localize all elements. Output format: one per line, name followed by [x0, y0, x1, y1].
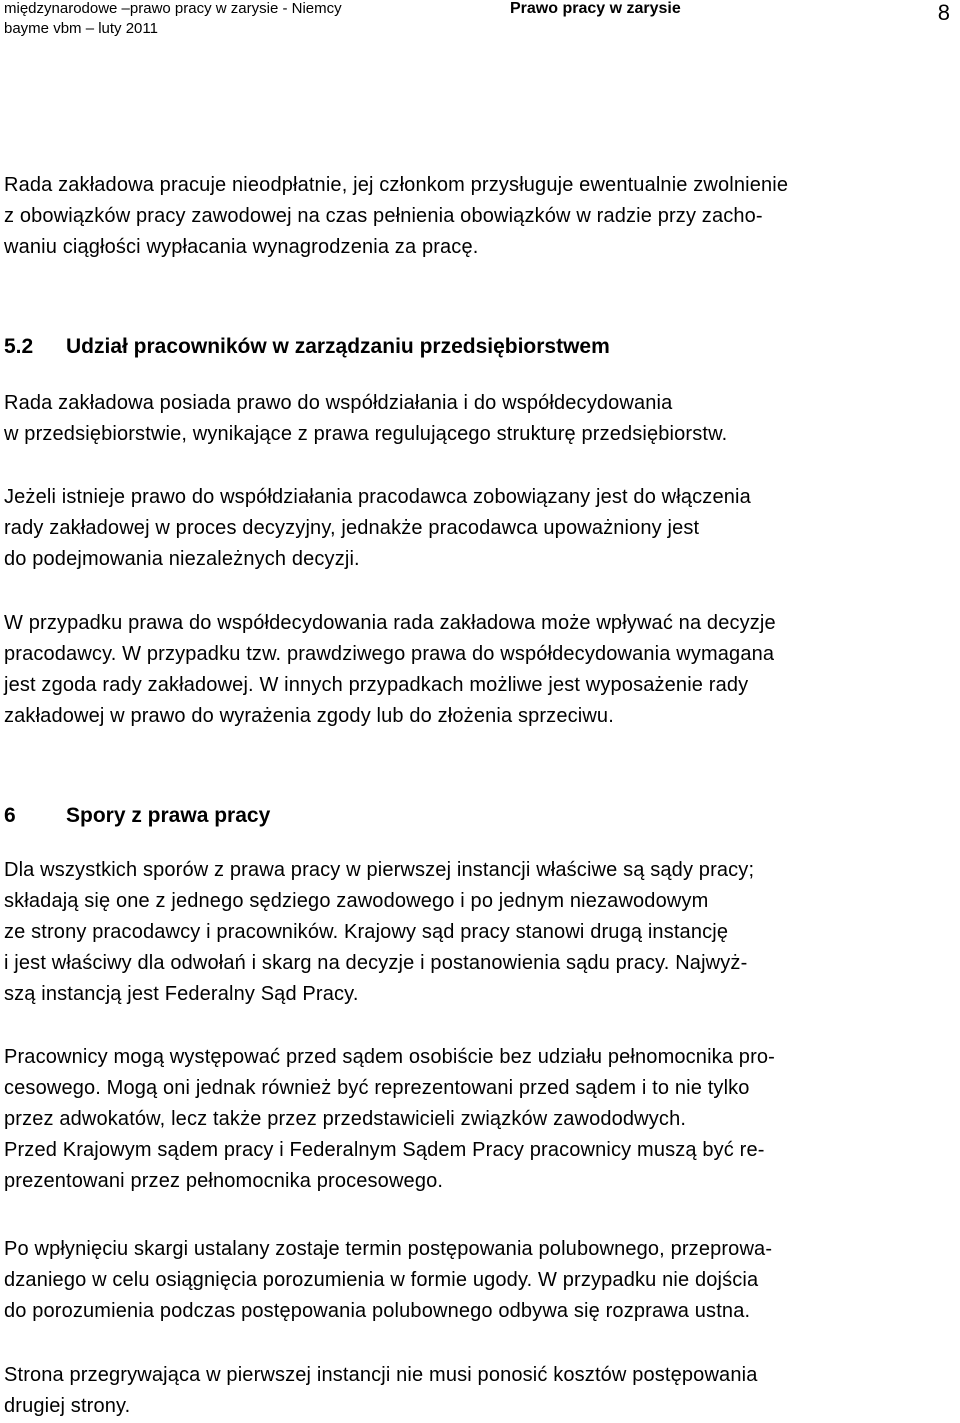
text-line: składają się one z jednego sędziego zawodowego i po jednym niezawodowym — [4, 890, 709, 912]
text-line: jest zgoda rady zakładowej. W innych przypadkach możliwe jest wyposażenie rady — [4, 674, 749, 696]
section-title: Udział pracowników w zarządzaniu przedsiębiorstwem — [66, 335, 610, 358]
paragraph-costs — [4, 1360, 958, 1422]
text-line: ze strony pracodawcy i pracowników. Krajowy sąd pracy stanowi drugą instancję — [4, 921, 729, 943]
text-line: waniu ciągłości wypłacania wynagrodzenia za pracę. — [4, 236, 479, 258]
text-line: w przedsiębiorstwie, wynikające z prawa regulującego strukturę przedsiębiorstw. — [4, 423, 728, 445]
text-line: i jest właściwy dla odwołań i skarg na decyzje i postanowienia sądu pracy. Najwyż- — [4, 952, 748, 974]
text-line: Przed Krajowym sądem pracy i Federalnym Sądem Pracy pracownicy muszą być re- — [4, 1139, 765, 1161]
section-title: Spory z prawa pracy — [66, 804, 271, 827]
paragraph-conciliation-procedure — [4, 1234, 958, 1327]
text-line: W przypadku prawa do współdecydowania rada zakładowa może wpływać na decyzje — [4, 612, 776, 634]
section-heading-5-2 — [4, 335, 610, 359]
text-line: rady zakładowej w proces decyzyjny, jednakże pracodawca upoważniony jest — [4, 517, 700, 539]
text-line: Dla wszystkich sporów z prawa pracy w pierwszej instancji właściwe są sądy pracy; — [4, 859, 755, 881]
header-document-title: międzynarodowe –prawo pracy w zarysie - Niemcy — [4, 0, 342, 17]
text-line: przez adwokatów, lecz także przez przedstawicieli związków zawododwych. — [4, 1108, 687, 1130]
text-line: Rada zakładowa posiada prawo do współdziałania i do współdecydowania — [4, 392, 673, 414]
text-line: Strona przegrywająca w pierwszej instancji nie musi ponosić kosztów postępowania — [4, 1364, 758, 1386]
text-line: dzaniego w celu osiągnięcia porozumienia w formie ugody. W przypadku nie dojścia — [4, 1269, 759, 1291]
text-line: drugiej strony. — [4, 1395, 131, 1417]
paragraph-cooperation-right — [4, 482, 958, 575]
page-number: 8 — [937, 0, 950, 25]
text-line: z obowiązków pracy zawodowej na czas pełnienia obowiązków w radzie przy zacho- — [4, 205, 763, 227]
header-publisher-date: bayme vbm – luty 2011 — [4, 20, 158, 37]
text-line: prezentowani przez pełnomocnika procesowego. — [4, 1170, 444, 1192]
text-line: do porozumienia podczas postępowania polubownego odbywa się rozprawa ustna. — [4, 1300, 751, 1322]
text-line: zakładowej w prawo do wyrażenia zgody lub do złożenia sprzeciwu. — [4, 705, 614, 727]
paragraph-labor-courts — [4, 855, 958, 1010]
section-number: 5.2 — [4, 335, 34, 358]
text-line: Jeżeli istnieje prawo do współdziałania pracodawca zobowiązany jest do włączenia — [4, 486, 751, 508]
text-line: Pracownicy mogą występować przed sądem osobiście bez udziału pełnomocnika pro- — [4, 1046, 775, 1068]
paragraph-works-council-compensation — [4, 170, 958, 263]
section-heading-6 — [4, 804, 270, 828]
text-line: Po wpłynięciu skargi ustalany zostaje termin postępowania polubownego, przeprowa- — [4, 1238, 773, 1260]
paragraph-representation — [4, 1042, 958, 1197]
text-line: do podejmowania niezależnych decyzji. — [4, 548, 360, 570]
section-number: 6 — [4, 804, 16, 827]
header-running-title: Prawo pracy w zarysie — [510, 0, 681, 17]
text-line: szą instancją jest Federalny Sąd Pracy. — [4, 983, 359, 1005]
text-line: cesowego. Mogą oni jednak również być reprezentowani przed sądem i to nie tylko — [4, 1077, 750, 1099]
paragraph-codetermination-rights — [4, 388, 958, 450]
paragraph-codecision-right — [4, 608, 958, 732]
text-line: pracodawcy. W przypadku tzw. prawdziwego prawa do współdecydowania wymagana — [4, 643, 775, 665]
text-line: Rada zakładowa pracuje nieodpłatnie, jej członkom przysługuje ewentualnie zwolnienie — [4, 174, 789, 196]
